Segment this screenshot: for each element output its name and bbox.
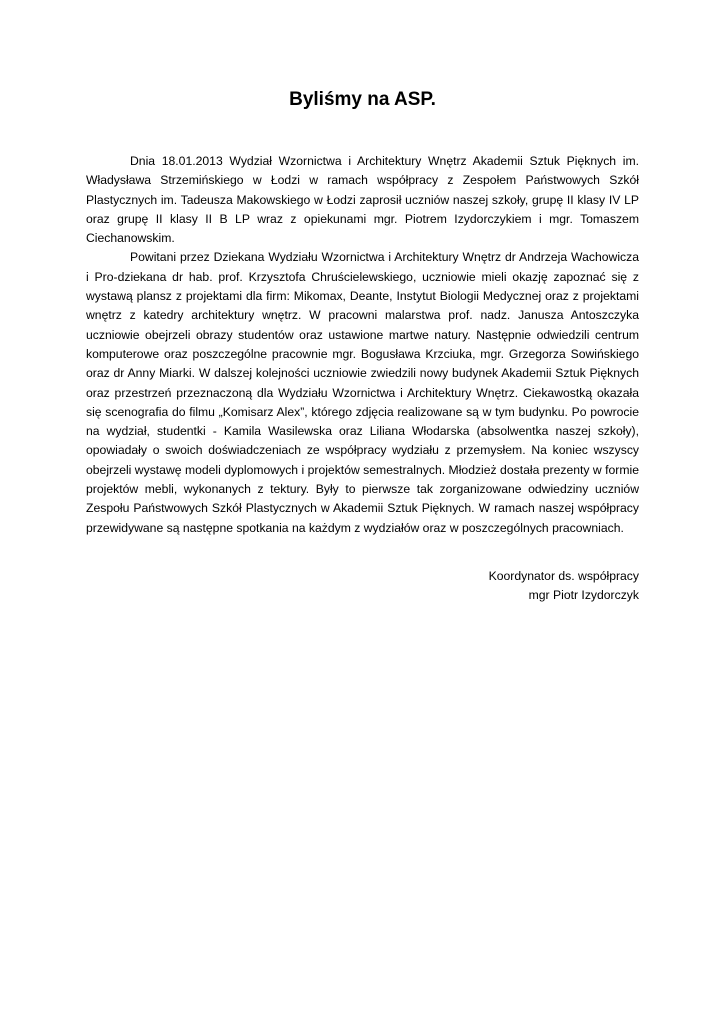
paragraph-visit-details: Powitani przez Dziekana Wydziału Wzornictwa i Architektury Wnętrz dr Andrzeja Wachowicza i Pro-dziekana dr hab. prof. Krzysztofa Chruścielewskiego, uczniowie mieli okazję zapoznać się z wystawą plansz z projektami dla firm: Mikomax, Deante, Instytut Biologii Medycznej oraz z projektami wnętrz z katedry architektury wnętrz. W pracowni malarstwa prof. nadz. Janusza Antoszczyka uczniowie obejrzeli obrazy studentów oraz ustawione martwe natury. Następnie odwiedzili centrum komputerowe oraz poszczególne pracownie mgr. Bogusława Krzciuka, mgr. Grzegorza Sowińskiego oraz dr Anny Miarki. W dalszej kolejności uczniowie zwiedzili nowy budynek Akademii Sztuk Pięknych oraz przestrzeń przeznaczoną dla Wydziału Wzornictwa i Architektury Wnętrz. Ciekawostką okazała się scenografia do filmu „Komisarz Alex”, którego zdjęcia realizowane są w tym budynku. Po powrocie na wydział, studentki - Kamila Wasilewska oraz Liliana Włodarska (absolwentka naszej szkoły), opowiadały o swoich doświadczeniach ze współpracy wydziału z przemysłem. Na koniec wszyscy obejrzeli wystawę modeli dyplomowych i projektów semestralnych. Młodzież dostała prezenty w formie projektów mebli, wykonanych z tektury. Były to pierwsze tak zorganizowane odwiedziny uczniów Zespołu Państwowych Szkół Plastycznych w Akademii Sztuk Pięknych. W ramach naszej współpracy przewidywane są następne spotkania na każdym z wydziałów oraz w poszczególnych pracowniach. <box>86 250 639 535</box>
signature-name: mgr Piotr Izydorczyk <box>528 588 639 603</box>
signature-block <box>489 567 639 606</box>
paragraph-visit-intro: Dnia 18.01.2013 Wydział Wzornictwa i Architektury Wnętrz Akademii Sztuk Pięknych im. Władysława Strzemińskiego w Łodzi w ramach współpracy z Zespołem Państwowych Szkół Plastycznych im. Tadeusza Makowskiego w Łodzi zaprosił uczniów naszej szkoły, grupę II klasy IV LP oraz grupę II klasy II B LP wraz z opiekunami mgr. Piotrem Izydorczykiem i mgr. Tomaszem Ciechanowskim. <box>86 154 639 246</box>
document-title: Byliśmy na ASP. <box>289 89 436 110</box>
signature-role: Koordynator ds. współpracy <box>488 569 639 583</box>
document-body <box>86 152 639 538</box>
